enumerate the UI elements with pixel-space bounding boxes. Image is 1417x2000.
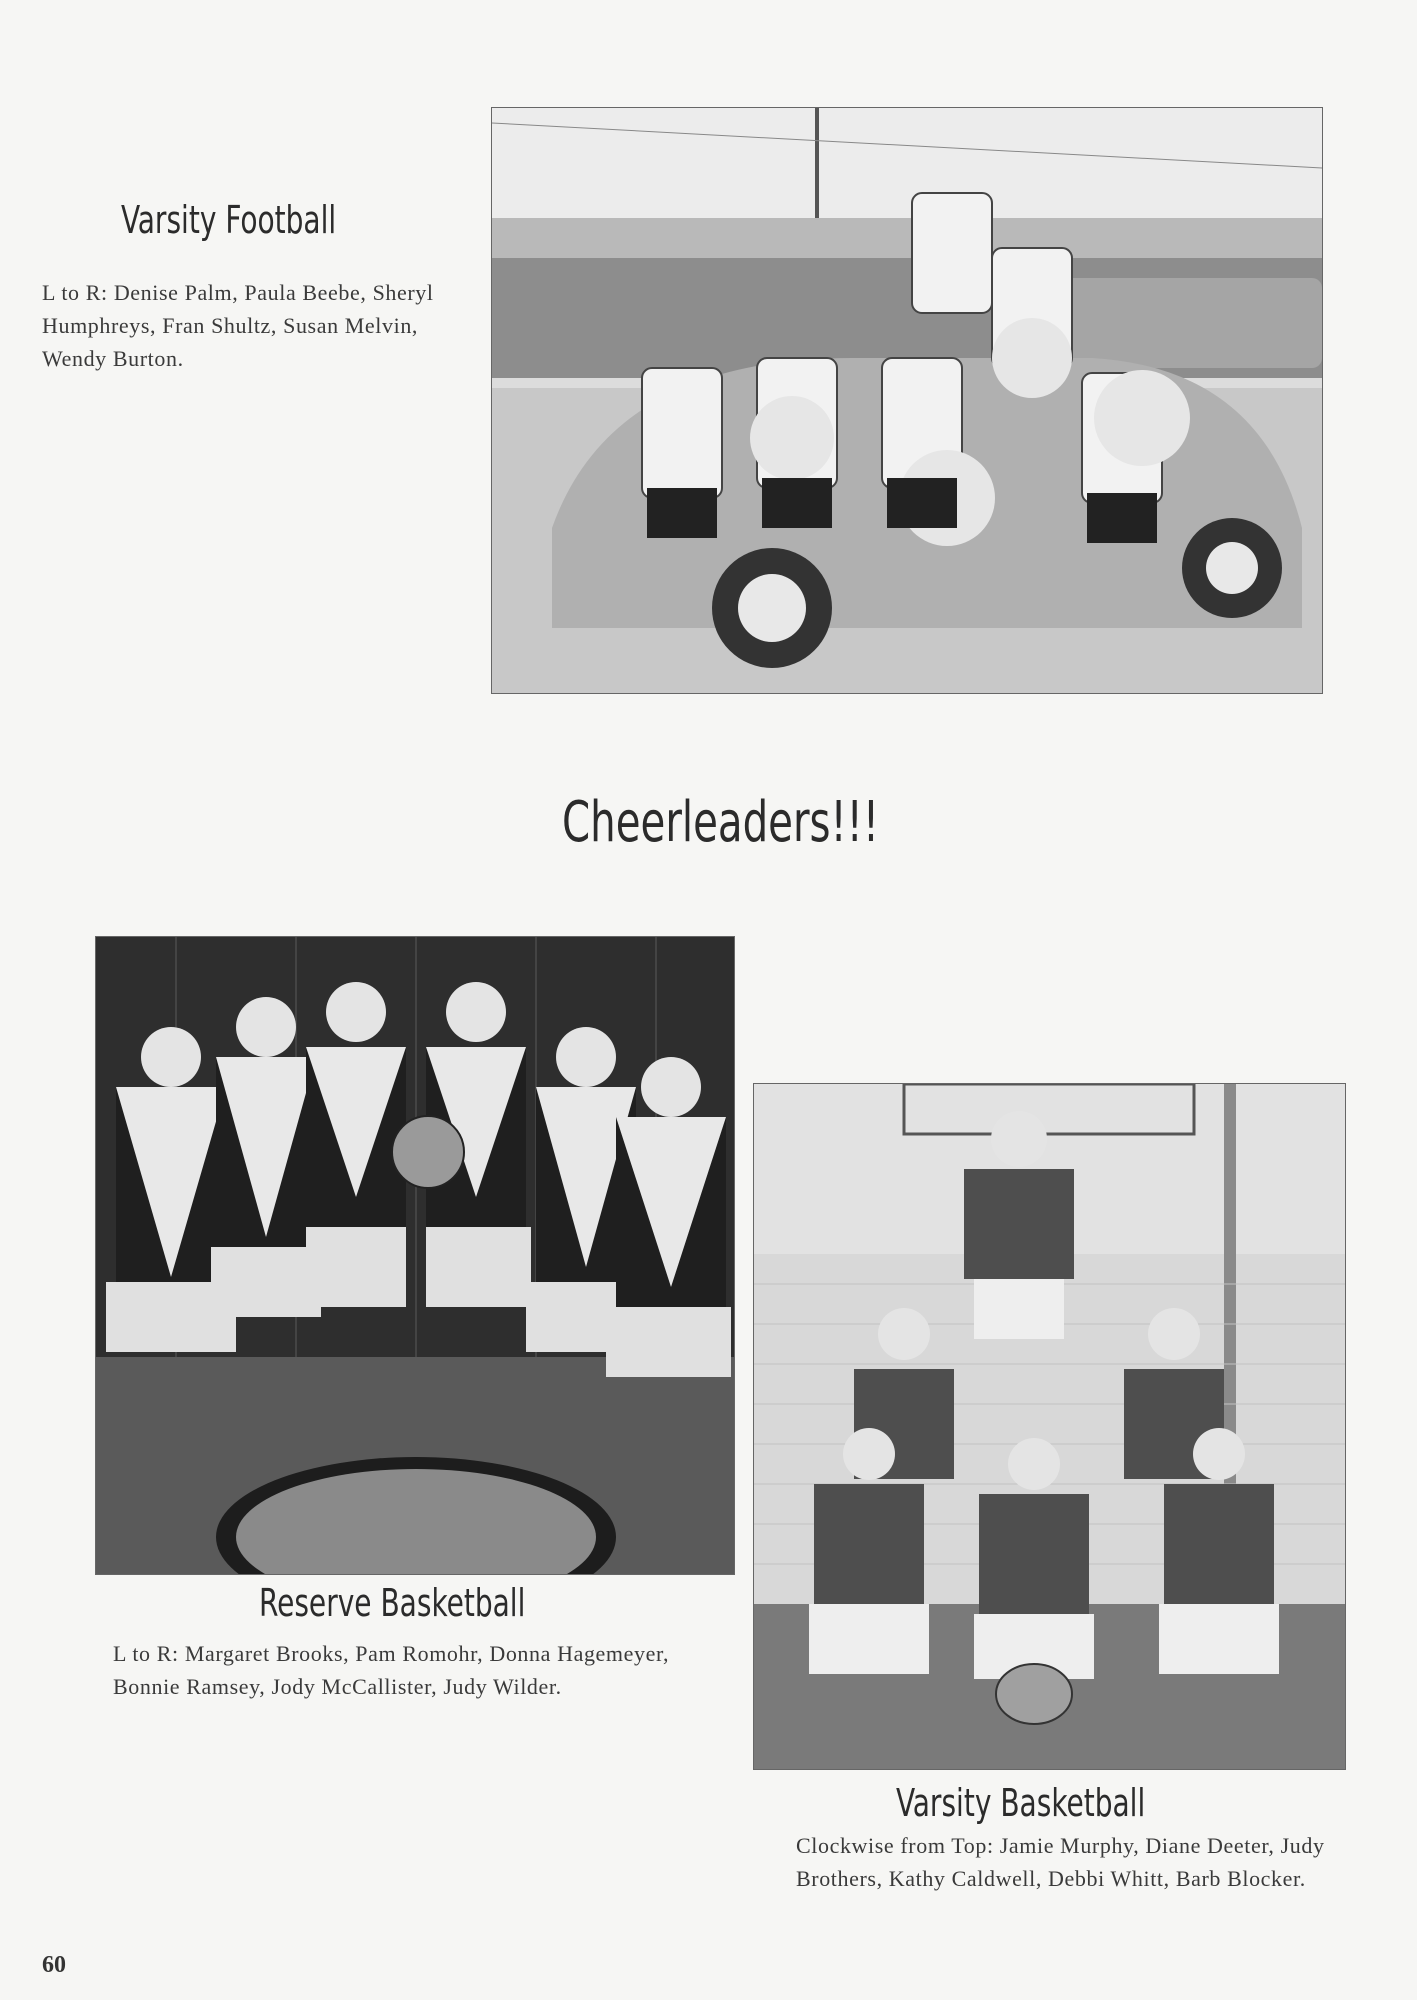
varsity-football-heading: Varsity Football	[121, 198, 337, 242]
varsity-basketball-photo	[753, 1083, 1346, 1770]
varsity-football-caption: L to R: Denise Palm, Paula Beebe, Sheryl Humphreys, Fran Shultz, Susan Melvin, Wendy Burton.	[42, 280, 434, 371]
reserve-basketball-caption: L to R: Margaret Brooks, Pam Romohr, Donna Hagemeyer, Bonnie Ramsey, Jody McCallister, Judy Wilder.	[113, 1641, 670, 1699]
reserve-basketball-photo	[95, 936, 735, 1575]
reserve-basketball-heading: Reserve Basketball	[259, 1581, 526, 1625]
varsity-basketball-heading: Varsity Basketball	[896, 1781, 1146, 1825]
page-number: 60	[42, 1952, 66, 1978]
varsity-basketball-caption: Clockwise from Top: Jamie Murphy, Diane Deeter, Judy Brothers, Kathy Caldwell, Debbi Whitt, Barb Blocker.	[796, 1833, 1325, 1891]
varsity-football-photo	[491, 107, 1323, 694]
page-title: Cheerleaders!!!	[562, 790, 879, 855]
